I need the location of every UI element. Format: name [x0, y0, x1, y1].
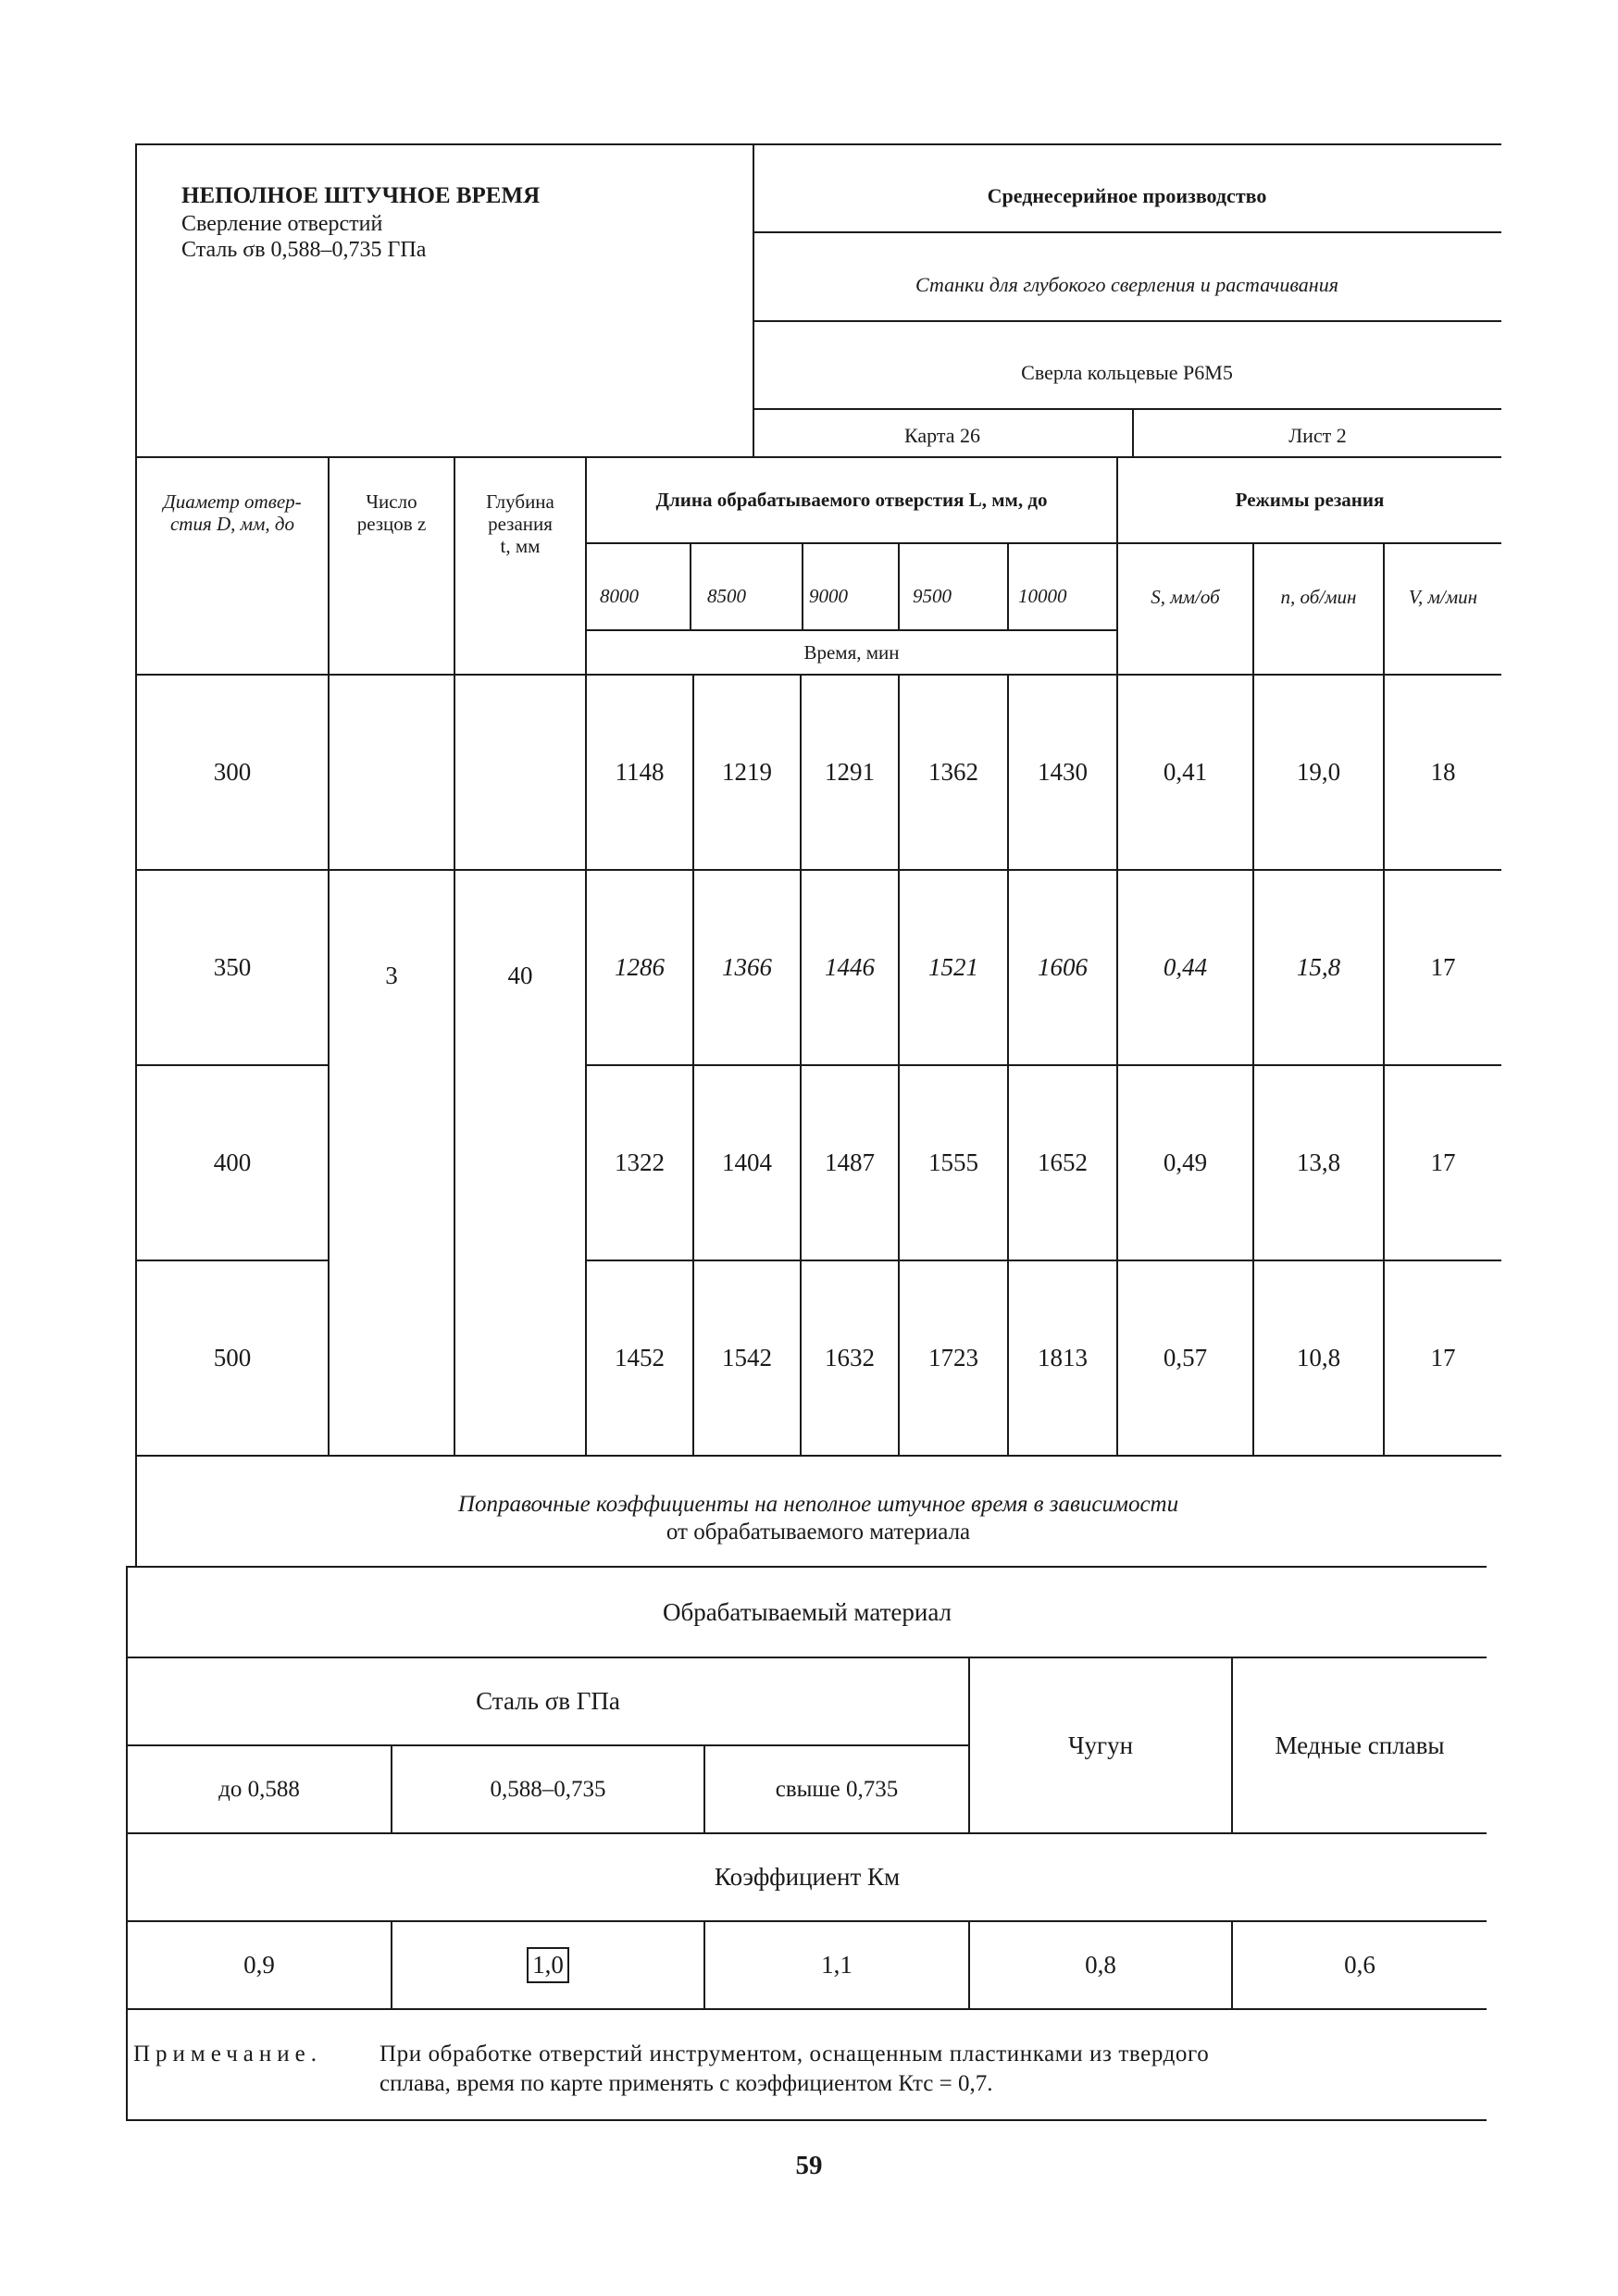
steel-col: 0,588–0,735 [490, 1776, 606, 1802]
length-9000: 9000 [809, 585, 848, 607]
col-length-header: Длина обрабатываемого отверстия L, мм, до [655, 488, 1048, 511]
copper-header: Медные сплавы [1275, 1731, 1445, 1759]
coefficient-header: Коэффициент Км [714, 1863, 901, 1891]
length-10000: 10000 [1018, 585, 1067, 607]
tools-label: Сверла кольцевые Р6М5 [1021, 361, 1233, 384]
time-cell: 1362 [928, 758, 978, 786]
length-8000: 8000 [600, 585, 639, 607]
time-cell: 1487 [825, 1148, 875, 1176]
header-operation: Сверление отверстий [181, 212, 383, 236]
speed-cell: 17 [1430, 953, 1456, 981]
material-header: Обрабатываемый материал [662, 1597, 952, 1626]
sheet-number: Лист 2 [1288, 424, 1347, 447]
time-cell: 1521 [928, 953, 978, 981]
col-s-header: S, мм/об [1151, 585, 1220, 608]
time-cell: 1219 [722, 758, 772, 786]
time-cell: 1632 [825, 1344, 875, 1371]
col-cutters-header: Число резцов z [356, 490, 427, 535]
time-cell: 1446 [825, 953, 875, 981]
time-cell: 1542 [722, 1344, 772, 1371]
cutters-value: 3 [385, 961, 398, 989]
speed-rpm-cell: 19,0 [1296, 758, 1341, 786]
feed-cell: 0,44 [1163, 953, 1208, 981]
coefficient-value: 0,8 [1085, 1951, 1116, 1979]
steel-col: свыше 0,735 [775, 1776, 899, 1802]
page-number: 59 [795, 2151, 823, 2180]
time-cell: 1452 [615, 1344, 665, 1371]
time-cell: 1430 [1038, 758, 1088, 786]
time-cell: 1555 [928, 1148, 978, 1176]
row-diameter: 400 [213, 1148, 252, 1176]
cast-iron-header: Чугун [1067, 1731, 1134, 1759]
correction-subtitle: от обрабатываемого материала [666, 1520, 971, 1545]
time-cell: 1652 [1038, 1148, 1088, 1176]
time-cell: 1813 [1038, 1344, 1088, 1371]
speed-rpm-cell: 10,8 [1296, 1344, 1341, 1371]
row-diameter: 350 [213, 953, 252, 981]
machines-label: Станки для глубокого сверления и растачивания [915, 273, 1338, 296]
speed-cell: 18 [1430, 758, 1456, 786]
length-8500: 8500 [707, 585, 746, 607]
time-label: Время, мин [803, 640, 900, 664]
col-modes-header: Режимы резания [1235, 488, 1385, 511]
coefficient-value-selected [392, 1922, 703, 2008]
speed-rpm-cell: 15,8 [1296, 953, 1341, 981]
coefficient-value: 0,9 [243, 1951, 275, 1979]
time-cell: 1148 [615, 758, 665, 786]
col-diameter-header: Диаметр отвер- стия D, мм, до [163, 490, 302, 535]
production-label: Среднесерийное производство [987, 184, 1267, 207]
card-number: Карта 26 [903, 424, 980, 447]
steel-col: до 0,588 [218, 1776, 300, 1802]
coefficient-value: 1,1 [821, 1951, 853, 1979]
col-v-header: V, м/мин [1408, 585, 1478, 608]
col-depth-header: Глубина резания t, мм [486, 490, 554, 557]
length-9500: 9500 [913, 585, 952, 607]
time-cell: 1286 [615, 953, 665, 981]
depth-value: 40 [507, 961, 533, 989]
header-title: НЕПОЛНОЕ ШТУЧНОЕ ВРЕМЯ [181, 183, 541, 208]
speed-cell: 17 [1430, 1344, 1456, 1371]
feed-cell: 0,57 [1163, 1344, 1208, 1371]
time-cell: 1404 [722, 1148, 772, 1176]
time-cell: 1606 [1038, 953, 1088, 981]
col-n-header: n, об/мин [1280, 585, 1357, 608]
speed-cell: 17 [1430, 1148, 1456, 1176]
time-cell: 1723 [928, 1344, 978, 1371]
time-cell: 1322 [615, 1148, 665, 1176]
coefficient-value: 0,6 [1344, 1951, 1375, 1979]
row-diameter: 300 [213, 758, 252, 786]
row-diameter: 500 [213, 1344, 252, 1371]
feed-cell: 0,49 [1163, 1148, 1208, 1176]
note-line-2: сплава, время по карте применять с коэффициентом Ктс = 0,7. [380, 2071, 993, 2096]
time-cell: 1291 [825, 758, 875, 786]
note-line-1: При обработке отверстий инструментом, оснащенным пластинками из твердого [380, 2042, 1210, 2066]
speed-rpm-cell: 13,8 [1296, 1148, 1341, 1176]
feed-cell: 0,41 [1163, 758, 1208, 786]
note-label: Примечание. [133, 2042, 323, 2066]
time-cell: 1366 [722, 953, 772, 981]
steel-header: Сталь σв ГПа [476, 1687, 620, 1715]
correction-title: Поправочные коэффициенты на неполное штучное время в зависимости [457, 1492, 1179, 1517]
header-material: Сталь σв 0,588–0,735 ГПа [181, 238, 427, 262]
selected-value-box: 1,0 [527, 1947, 569, 1983]
